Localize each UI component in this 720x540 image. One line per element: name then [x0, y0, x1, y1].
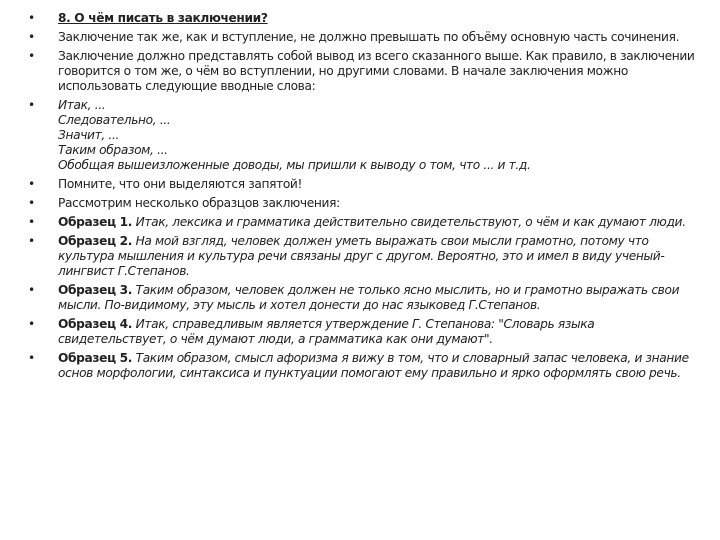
sample-label: Образец 4.	[58, 317, 133, 331]
intro-word: Следовательно, ...	[58, 113, 171, 127]
list-item-summary	[28, 49, 698, 94]
list-item-sample-2	[28, 234, 698, 279]
bullet: •	[28, 215, 35, 229]
sample-label: Образец 3.	[58, 283, 133, 297]
sample-text: На мой взгляд, человек должен уметь выражать свои мысли грамотно, потому что культура мышления и культура речи связаны друг с другом. Вероятно, это и имел в виду ученый-лингвист Г.Степанов.	[58, 234, 665, 278]
paragraph-length: Заключение так же, как и вступление, не должно превышать по объёму основную часть сочинения.	[58, 30, 680, 44]
intro-word: Итак, ...	[58, 98, 106, 112]
sample-text: Итак, справедливым является утверждение Г. Степанова: "Словарь языка свидетельствует, о чём думают люди, а грамматика как они думают".	[58, 317, 595, 346]
sample-text: Таким образом, человек должен не только ясно мыслить, но и грамотно выражать свои мысли. По-видимому, эту мысль и хотел донести до нас языковед Г.Степанов.	[58, 283, 680, 312]
list-item-length	[28, 30, 698, 45]
list-item-sample-4	[28, 317, 698, 347]
content-list	[28, 11, 698, 385]
list-item-sample-5	[28, 351, 698, 381]
list-item-examples	[28, 196, 698, 211]
bullet: •	[28, 196, 35, 210]
list-item-heading	[28, 11, 698, 26]
list-item-sample-1	[28, 215, 698, 230]
bullet: •	[28, 351, 35, 365]
list-item-intro-words	[28, 98, 698, 173]
sample-label: Образец 5.	[58, 351, 133, 365]
bullet: •	[28, 30, 35, 44]
section-heading: 8. О чём писать в заключении?	[58, 11, 268, 25]
bullet: •	[28, 177, 35, 191]
sample-label: Образец 1.	[58, 215, 133, 229]
bullet: •	[28, 234, 35, 248]
sample-text: Итак, лексика и грамматика действительно свидетельствуют, о чём и как думают люди.	[135, 215, 686, 229]
bullet: •	[28, 317, 35, 331]
sample-text: Таким образом, смысл афоризма я вижу в том, что и словарный запас человека, и знание основ морфологии, синтаксиса и пунктуации помогают ему правильно и ярко оформлять свою речь.	[58, 351, 689, 380]
bullet: •	[28, 98, 35, 112]
intro-word: Таким образом, ...	[58, 143, 168, 157]
bullet: •	[28, 49, 35, 63]
intro-word: Обобщая вышеизложенные доводы, мы пришли к выводу о том, что ... и т.д.	[58, 158, 531, 172]
list-item-comma	[28, 177, 698, 192]
paragraph-summary: Заключение должно представлять собой вывод из всего сказанного выше. Как правило, в заключении говорится о том же, о чём во вступлении, но другими словами. В начале заключения можно использовать следующие вводные слова:	[58, 49, 695, 93]
examples-intro: Рассмотрим несколько образцов заключения:	[58, 196, 340, 210]
bullet: •	[28, 11, 35, 25]
sample-label: Образец 2.	[58, 234, 133, 248]
intro-word: Значит, ...	[58, 128, 119, 142]
list-item-sample-3	[28, 283, 698, 313]
comma-note: Помните, что они выделяются запятой!	[58, 177, 303, 191]
bullet: •	[28, 283, 35, 297]
